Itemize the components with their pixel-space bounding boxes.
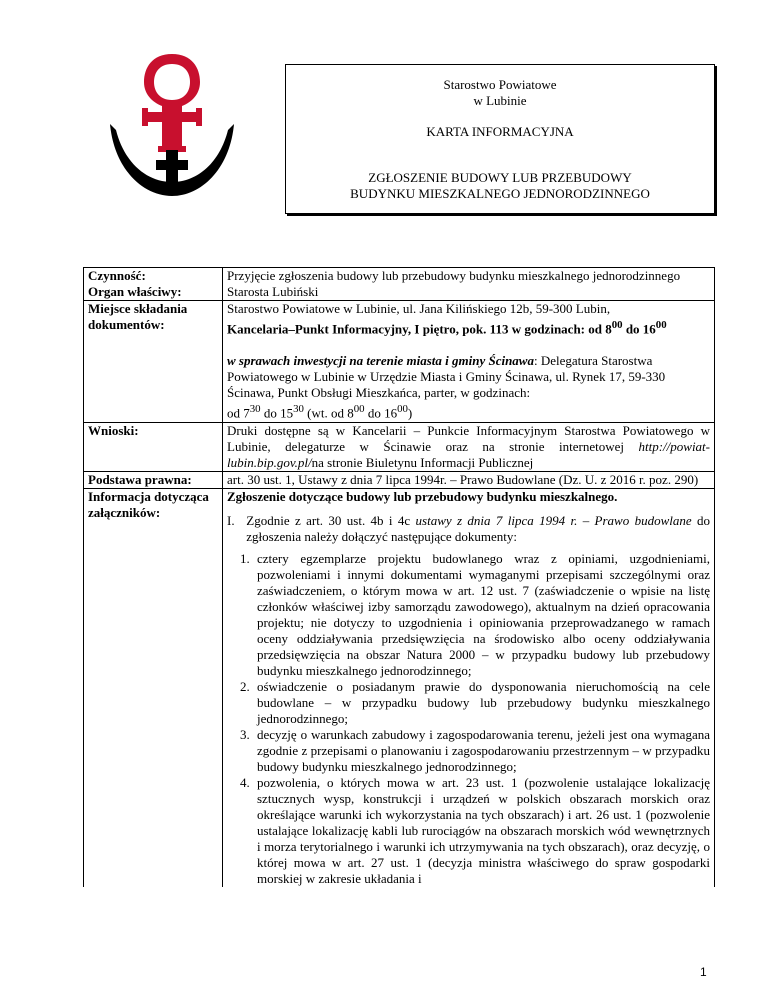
row-wnioski (84, 422, 715, 471)
subject-line-2: BUDYNKU MIESZKALNEGO JEDNORODZINNEGO (350, 186, 650, 201)
bip-link[interactable]: http://powiat-lubin.bip.gov.pl/ (227, 438, 710, 470)
office-line-2: w Lubinie (473, 93, 527, 108)
row-organ (84, 284, 715, 301)
row-zalaczniki (84, 488, 715, 887)
page-number: 1 (700, 965, 707, 979)
miejsce-hours: od $7^{30}$ do $15^{30}$ (wt. od $8^{00}$ do $16^{00}$) (227, 403, 413, 421)
label-organ: Organ właściwy: (84, 284, 223, 301)
label-czynnosc: Czynność: (84, 268, 223, 285)
card-title: KARTA INFORMACYJNA (426, 124, 574, 139)
info-table (83, 267, 715, 887)
list-item: 1. cztery egzemplarze projektu budowlanego wraz z opiniami, uzgodnieniami, pozwoleniami i innymi dokumentami wymaganymi przepisami szczególnymi oraz zaświadczeniem, o którym mowa w art. 12 ust. 7 (zaświadczenie o wpisie na listę członków właściwej izby samorządu zawodowego), aktualnym na dzień opracowania projektu; nie dotyczy to uzgodnienia i opiniowania przeprowadzanego w ramach oceny oddziaływania przedsięwzięcia na środowisko albo oceny oddziaływania przedsięwzięcia na obszar Natura 2000 – w przypadku budowy lub przebudowy budynku mieszkalnego jednorodzinnego; (253, 551, 710, 679)
value-wnioski: Druki dostępne są w Kancelarii – Punkcie Informacyjnym Starostwa Powiatowego w Lubinie, delegaturze w Ścinawie oraz na stronie internetowej http://powiat-lubin.bip.gov.pl/na stronie Biuletynu Informacji Publicznej (223, 422, 715, 471)
red-cross-emblem (142, 54, 202, 152)
section-i-intro: Zgodnie z art. 30 ust. 4b i 4c ustawy z dnia 7 lipca 1994 r. – Prawo budowlane do zgłoszenia należy dołączyć następujące dokumenty: (246, 512, 711, 544)
miejsce-kancelaria: Kancelaria–Punkt Informacyjny, I piętro, pok. 113 w godzinach: od $8^{00}$ do $16^{00}$ (227, 319, 667, 337)
label-wnioski: Wnioski: (84, 422, 223, 471)
roman-numeral: I. (227, 512, 235, 528)
miejsce-delegatura: w sprawach inwestycji na terenie miasta i gminy Ścinawa: Delegatura Starostwa Powiatowego w Lubinie w Urzędzie Miasta i Gminy Ścinawa, ul. Rynek 17, 59-330 Ścinawa, Punkt Obsługi Mieszkańca, parter, w godzinach: (227, 353, 666, 401)
list-item: 4. pozwolenia, o których mowa w art. 23 ust. 1 (pozwolenie ustalające lokalizację sztucznych wysp, konstrukcji i urządzeń w polskich obszarach morskich oraz określające warunki ich wykorzystania na tych obszarach) i art. 26 ust. 1 (pozwolenie ustalające lokalizację kabli lub rurociągów na obszarach morskich wód wewnętrznych i morza terytorialnego i warunki ich utrzymywania na tych obszarach), oraz decyzję, o której mowa w art. 27 ust. 1 (decyzja ministra właściwego do spraw gospodarki morskiej w zakresie układania i (253, 775, 710, 887)
lubin-coat-of-arms-icon (108, 50, 236, 198)
value-podstawa: art. 30 ust. 1, Ustawy z dnia 7 lipca 1994r. – Prawo Budowlane (Dz. U. z 2016 r. poz. 290) (223, 471, 715, 488)
row-czynnosc (84, 268, 715, 285)
subject-line-1: ZGŁOSZENIE BUDOWY LUB PRZEBUDOWY (368, 170, 632, 185)
card-subject (286, 170, 714, 202)
label-zalaczniki: Informacja dotycząca załączników: (84, 488, 223, 887)
label-podstawa: Podstawa prawna: (84, 471, 223, 488)
section-i (227, 513, 710, 545)
value-miejsce (223, 301, 715, 423)
office-name (286, 77, 714, 109)
value-zalaczniki (223, 488, 715, 887)
list-item: 2. oświadczenie o posiadanym prawie do dysponowania nieruchomością na cele budowlane – w przypadku budowy lub przebudowy budynku mieszkalnego jednorodzinnego; (253, 679, 710, 727)
row-podstawa (84, 471, 715, 488)
label-miejsce: Miejsce składania dokumentów: (84, 301, 223, 423)
miejsce-address: Starostwo Powiatowe w Lubinie, ul. Jana Kilińskiego 12b, 59-300 Lubin, (227, 301, 611, 316)
value-organ: Starosta Lubiński (223, 284, 715, 301)
row-miejsce (84, 301, 715, 423)
office-line-1: Starostwo Powiatowe (443, 77, 557, 92)
zalaczniki-heading: Zgłoszenie dotyczące budowy lub przebudowy budynku mieszkalnego. (227, 488, 618, 504)
document-list (227, 551, 710, 887)
list-item: 3. decyzję o warunkach zabudowy i zagospodarowania terenu, jeżeli jest ona wymagana zgodnie z przepisami o planowaniu i zagospodarowaniu przestrzennym – w przypadku budowy budynku mieszkalnego jednorodzinnego; (253, 727, 710, 775)
header-box (285, 64, 715, 214)
value-czynnosc: Przyjęcie zgłoszenia budowy lub przebudowy budynku mieszkalnego jednorodzinnego (223, 268, 715, 285)
